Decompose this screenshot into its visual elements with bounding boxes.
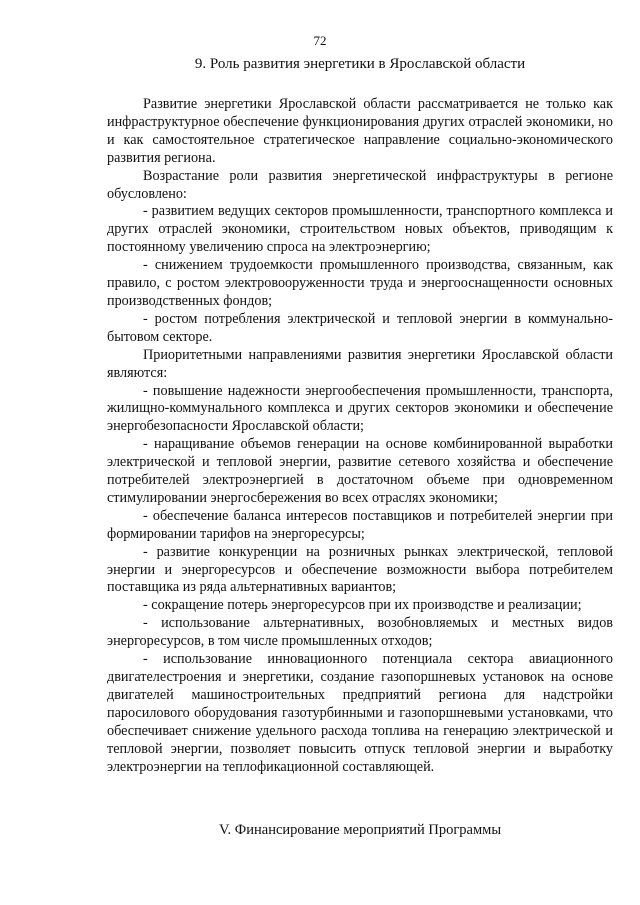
list-item: - сокращение потерь энергоресурсов при их производстве и реализации; [143,597,582,614]
list-item: - ростом потребления электрической и тепловой энергии в коммунально-бытовом секторе. [107,310,613,345]
list-item: - наращивание объемов генерации на основе комбинированной выработки электрической и тепловой энергии, развитие сетевого хозяйства и обеспечение потребителей электроэнергией в достаточном объеме при одновременном стимулировании энергосбережения во всех отраслях экономики; [107,436,613,506]
section-heading: 9. Роль развития энергетики в Ярославской области [194,56,526,72]
list-item: - развитием ведущих секторов промышленности, транспортного комплекса и других отраслей экономики, строительством новых объектов, приводящим к постоянному увеличению спроса на электроэнергию; [107,203,613,256]
list-item: - обеспечение баланса интересов поставщиков и потребителей энергии при формировании тарифов на энергоресурсы; [107,507,613,542]
growth-paragraph: Возрастание роли развития энергетической инфраструктуры в регионе обусловлено: [107,167,613,202]
list-item: - развитие конкуренции на розничных рынках электрической, тепловой энергии и энергоресурсов и обеспечение возможности выбора потребителем поставщика из ряда альтернативных вариантов; [107,543,613,596]
document-body [107,96,613,776]
list-item: - использование инновационного потенциала сектора авиационного двигателестроения и энергетики, создание газопоршневых установок на основе двигателей машиностроительных предприятий региона для надстройки паросилового оборудования газотурбинными и газопоршневыми установками, что обеспечивает снижение удельного расхода топлива на генерацию электрической и тепловой энергии, позволяет повысить отпуск тепловой энергии и выработку электроэнергии на теплофикационной составляющей. [107,651,613,775]
intro-paragraph: Развитие энергетики Ярославской области рассматривается не только как инфраструктурное обеспечение функционирования других отраслей экономики, но и как самостоятельное стратегическое направление социально-экономического развития региона. [107,96,613,166]
priority-paragraph: Приоритетными направлениями развития энергетики Ярославской области являются: [107,346,613,381]
list-item: - повышение надежности энергообеспечения промышленности, транспорта, жилищно-коммунального комплекса и других секторов экономики и обеспечение энергобезопасности Ярославской области; [107,382,613,435]
list-item: - использование альтернативных, возобновляемых и местных видов энергоресурсов, в том числе промышленных отходов; [107,615,613,650]
next-section-heading: V. Финансирование мероприятий Программы [218,822,502,838]
list-item: - снижением трудоемкости промышленного производства, связанным, как правило, с ростом электровооруженности труда и энергооснащенности основных производственных фондов; [107,257,613,309]
page-number: 72 [313,33,327,48]
